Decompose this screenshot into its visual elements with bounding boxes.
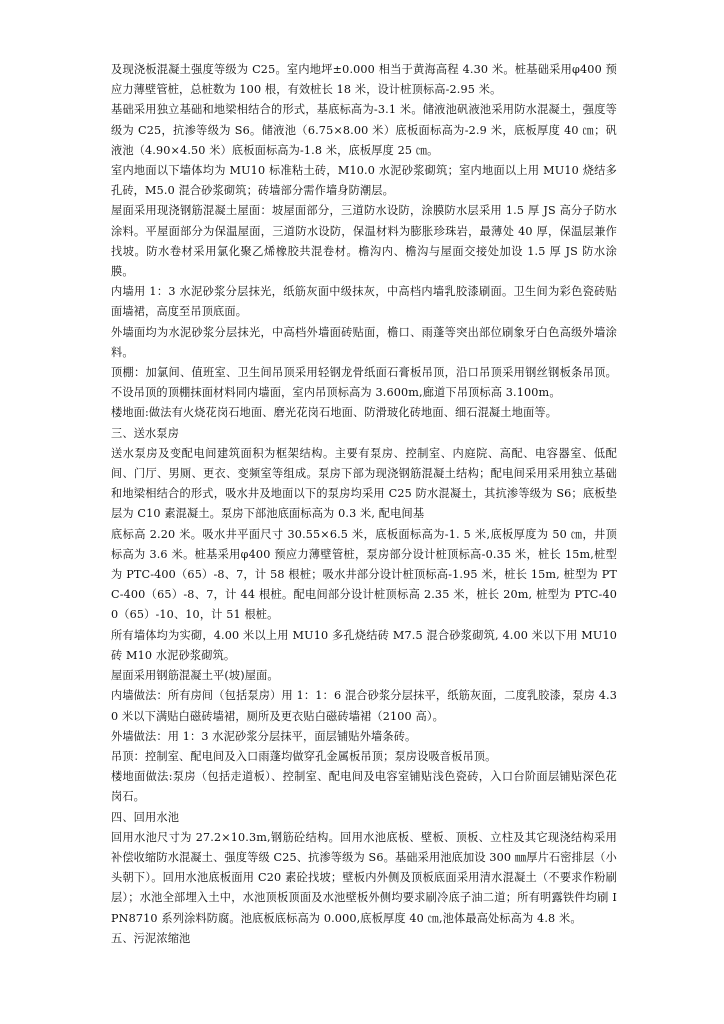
paragraph-floor: 楼地面:做法有火烧花岗石地面、磨光花岗石地面、防滑玻化砖地面、细石混凝土地面等。 <box>111 406 558 420</box>
section-heading-pump-house: 三、送水泵房 <box>111 426 180 440</box>
section-heading-reuse-pool: 四、回用水池 <box>111 810 180 824</box>
paragraph-pump-house-floor: 楼地面做法:泵房（包括走道板）、控制室、配电间及电容室铺贴浅色瓷砖，入口台阶面层铺贴深色花岗石。 <box>111 770 617 804</box>
paragraph-pump-house-walls: 所有墙体均为实砌，4.00 米以上用 MU10 多孔烧结砖 M7.5 混合砂浆砌筑, 4.00 米以下用 MU10 砖 M10 水泥砂浆砌筑。 <box>111 628 617 662</box>
paragraph-pump-house-exterior: 外墙做法：用 1：3 水泥砂浆分层抹平，面层铺贴外墙条砖。 <box>111 729 417 743</box>
paragraph-wall-masonry: 室内地面以下墙体均为 MU10 标准粘土砖，M10.0 水泥砂浆砌筑；室内地面以上用 MU10 烧结多孔砖，M5.0 混合砂浆砌筑；砖墙部分需作墙身防潮层。 <box>111 164 617 198</box>
paragraph-roof: 屋面采用现浇钢筋混凝土屋面：坡屋面部分，三道防水设防，涂膜防水层采用 1.5 厚 JS 高分子防水涂料。平屋面部分为保温屋面，三道防水设防，保温材料为膨胀珍珠岩，最薄处 40 厚，保温层兼作找坡。防水卷材采用氯化聚乙烯橡胶共混卷材。檐沟内、檐沟与屋面交接处加设 1.5 厚 JS 防水涂膜。 <box>111 204 617 279</box>
paragraph-reuse-pool: 回用水池尺寸为 27.2×10.3m,钢筋砼结构。回用水池底板、壁板、顶板、立柱及其它现浇结构采用补偿收缩防水混凝土、强度等级 C25、抗渗等级为 S6。基础采用池底加设 300 ㎜厚片石密排层（小头朝下）。回用水池底板面用 C20 素砼找坡；壁板内外侧及顶板底面采用清水混凝土（不要求作粉刷层）；水池全部埋入土中，水池顶板顶面及水池壁板外侧均要求刷冷底子油二道；所有明露铁件均刷 IPN8710 系列涂料防腐。池底板底标高为 0.000,底板厚度 40 ㎝,池体最高处标高为 4.8 米。 <box>111 830 617 925</box>
paragraph-pump-house-structure: 送水泵房及变配电间建筑面积为框架结构。主要有泵房、控制室、内庭院、高配、电容器室、低配间、门厅、男厕、更衣、变频室等组成。泵房下部为现浇钢筋混凝土结构；配电间采用采用独立基础和地梁相结合的形式，吸水井及地面以下的泵房均采用 C25 防水混凝土，其抗渗等级为 S6；底板垫层为 C10 素混凝土。泵房下部池底面标高为 0.3 米, 配电间基 <box>111 446 617 521</box>
paragraph-pump-house-ceiling: 吊顶：控制室、配电间及入口雨蓬均做穿孔金属板吊顶；泵房设吸音板吊顶。 <box>111 749 497 763</box>
paragraph-pump-house-interior: 内墙做法：所有房间（包括泵房）用 1：1：6 混合砂浆分层抹平，纸筋灰面，二度乳胶漆，泵房 4.30 米以下满贴白磁砖墙裙，厕所及更衣贴白磁砖墙裙（2100 高）。 <box>111 689 617 723</box>
paragraph-pump-house-roof: 屋面采用钢筋混凝土平(坡)屋面。 <box>111 669 279 683</box>
section-heading-sludge-tank: 五、污泥浓缩池 <box>111 931 191 945</box>
paragraph-pump-house-piles: 底标高 2.20 米。吸水井平面尺寸 30.55×6.5 米，底板面标高为-1. 5 米,底板厚度为 50 ㎝，井顶标高为 3.6 米。桩基采用φ400 预应力薄壁管桩，泵房部分设计桩顶标高-0.35 米，桩长 15m,桩型为 PTC-400（65）-8、7，计 58 根桩；吸水井部分设计桩顶标高-1.95 米，桩长 15m, 桩型为 PTC-400（65）-8、7，计 44 根桩。配电间部分设计桩顶标高 2.35 米，桩长 20m, 桩型为 PTC-400（65）-10、10，计 51 根桩。 <box>111 527 617 622</box>
paragraph-ceiling: 顶棚：加氯间、值班室、卫生间吊顶采用轻钢龙骨纸面石膏板吊顶，沿口吊顶采用钢丝钢板条吊顶。不设吊顶的顶棚抹面材料同内墙面，室内吊顶标高为 3.600m,廊道下吊顶标高 3.100m。 <box>111 366 617 400</box>
paragraph-interior-wall: 内墙用 1：3 水泥砂浆分层抹光，纸筋灰面中级抹灰，中高档内墙乳胶漆刷面。卫生间为彩色瓷砖贴面墙裙，高度至吊顶底面。 <box>111 285 617 319</box>
document-page <box>111 60 617 949</box>
paragraph-exterior-wall: 外墙面均为水泥砂浆分层抹光，中高档外墙面砖贴面，檐口、雨蓬等突出部位刷象牙白色高级外墙涂料。 <box>111 325 617 359</box>
paragraph-foundation-intro: 及现浇板混凝土强度等级为 C25。室内地坪±0.000 相当于黄海高程 4.30 米。桩基础采用φ400 预应力薄壁管桩，总桩数为 100 根，有效桩长 18 米，设计桩顶标高-2.95 米。 <box>111 63 617 97</box>
paragraph-foundation-form: 基础采用独立基础和地梁相结合的形式，基底标高为-3.1 米。储液池矾液池采用防水混凝土，强度等级为 C25，抗渗等级为 S6。储液池（6.75×8.00 米）底板面标高为-2.9 米，底板厚度 40 ㎝；矾液池（4.90×4.50 米）底板面标高为-1.8 米，底板厚度 25 ㎝。 <box>111 103 617 157</box>
